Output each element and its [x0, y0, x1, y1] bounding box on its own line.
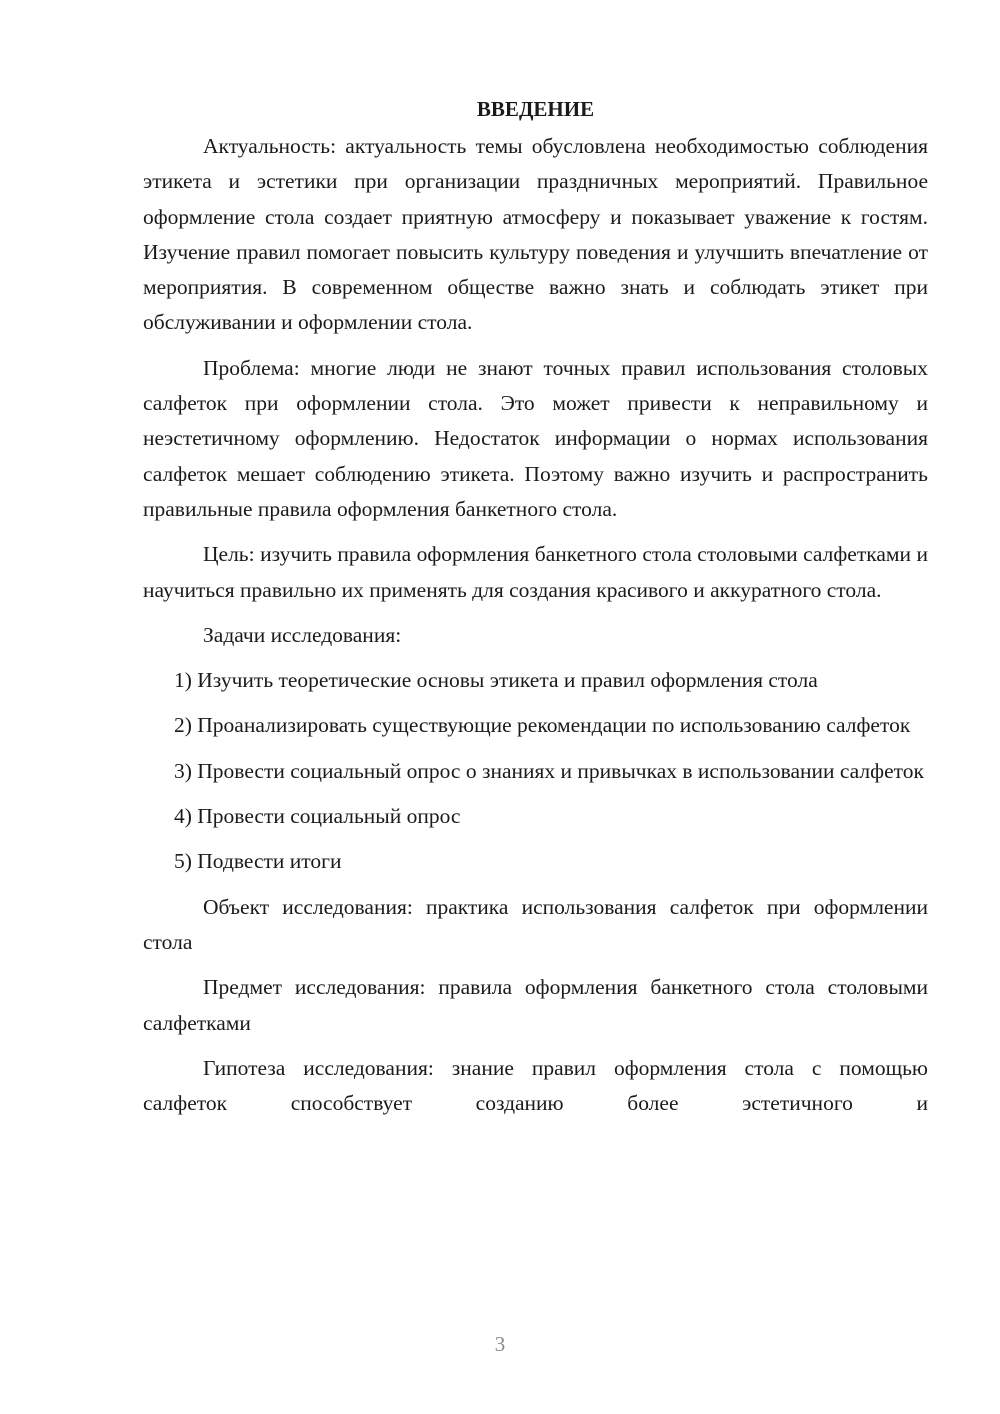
task-item-5: 5) Подвести итоги	[174, 849, 342, 874]
paragraph-object: Объект исследования: практика использования салфеток при оформлении стола	[143, 894, 928, 954]
page-number: 3	[494, 1332, 506, 1356]
task-item-3: 3) Провести социальный опрос о знаниях и привычках в использовании салфеток	[174, 758, 924, 783]
document-page	[143, 92, 928, 1121]
section-title: ВВЕДЕНИЕ	[476, 97, 595, 121]
task-item-4: 4) Провести социальный опрос	[174, 804, 461, 829]
paragraph-hypothesis: Гипотеза исследования: знание правил оформления стола с помощью салфеток способствует созданию более эстетичного и	[143, 1055, 928, 1116]
paragraph-tasks-heading: Задачи исследования:	[203, 622, 402, 647]
task-item-2: 2) Проанализировать существующие рекомендации по использованию салфеток	[174, 713, 911, 738]
paragraph-relevance: Актуальность: актуальность темы обусловлена необходимостью соблюдения этикета и эстетики при организации праздничных мероприятий. Правильное оформление стола создает приятную атмосферу и показывает уважение к гостям. Изучение правил помогает повысить культуру поведения и улучшить впечатление от мероприятия. В современном обществе важно знать и соблюдать этикет при обслуживании и оформлении стола.	[143, 134, 928, 335]
paragraph-subject: Предмет исследования: правила оформления банкетного стола столовыми салфетками	[143, 975, 928, 1035]
task-item-1: 1) Изучить теоретические основы этикета и правил оформления стола	[174, 668, 818, 693]
paragraph-problem: Проблема: многие люди не знают точных правил использования столовых салфеток при оформлении стола. Это может привести к неправильному и неэстетичному оформлению. Недостаток информации о нормах использования салфеток мешает соблюдению этикета. Поэтому важно изучить и распространить правильные правила оформления банкетного стола.	[143, 355, 928, 521]
paragraph-goal: Цель: изучить правила оформления банкетного стола столовыми салфетками и научиться правильно их применять для создания красивого и аккуратного стола.	[143, 542, 928, 602]
